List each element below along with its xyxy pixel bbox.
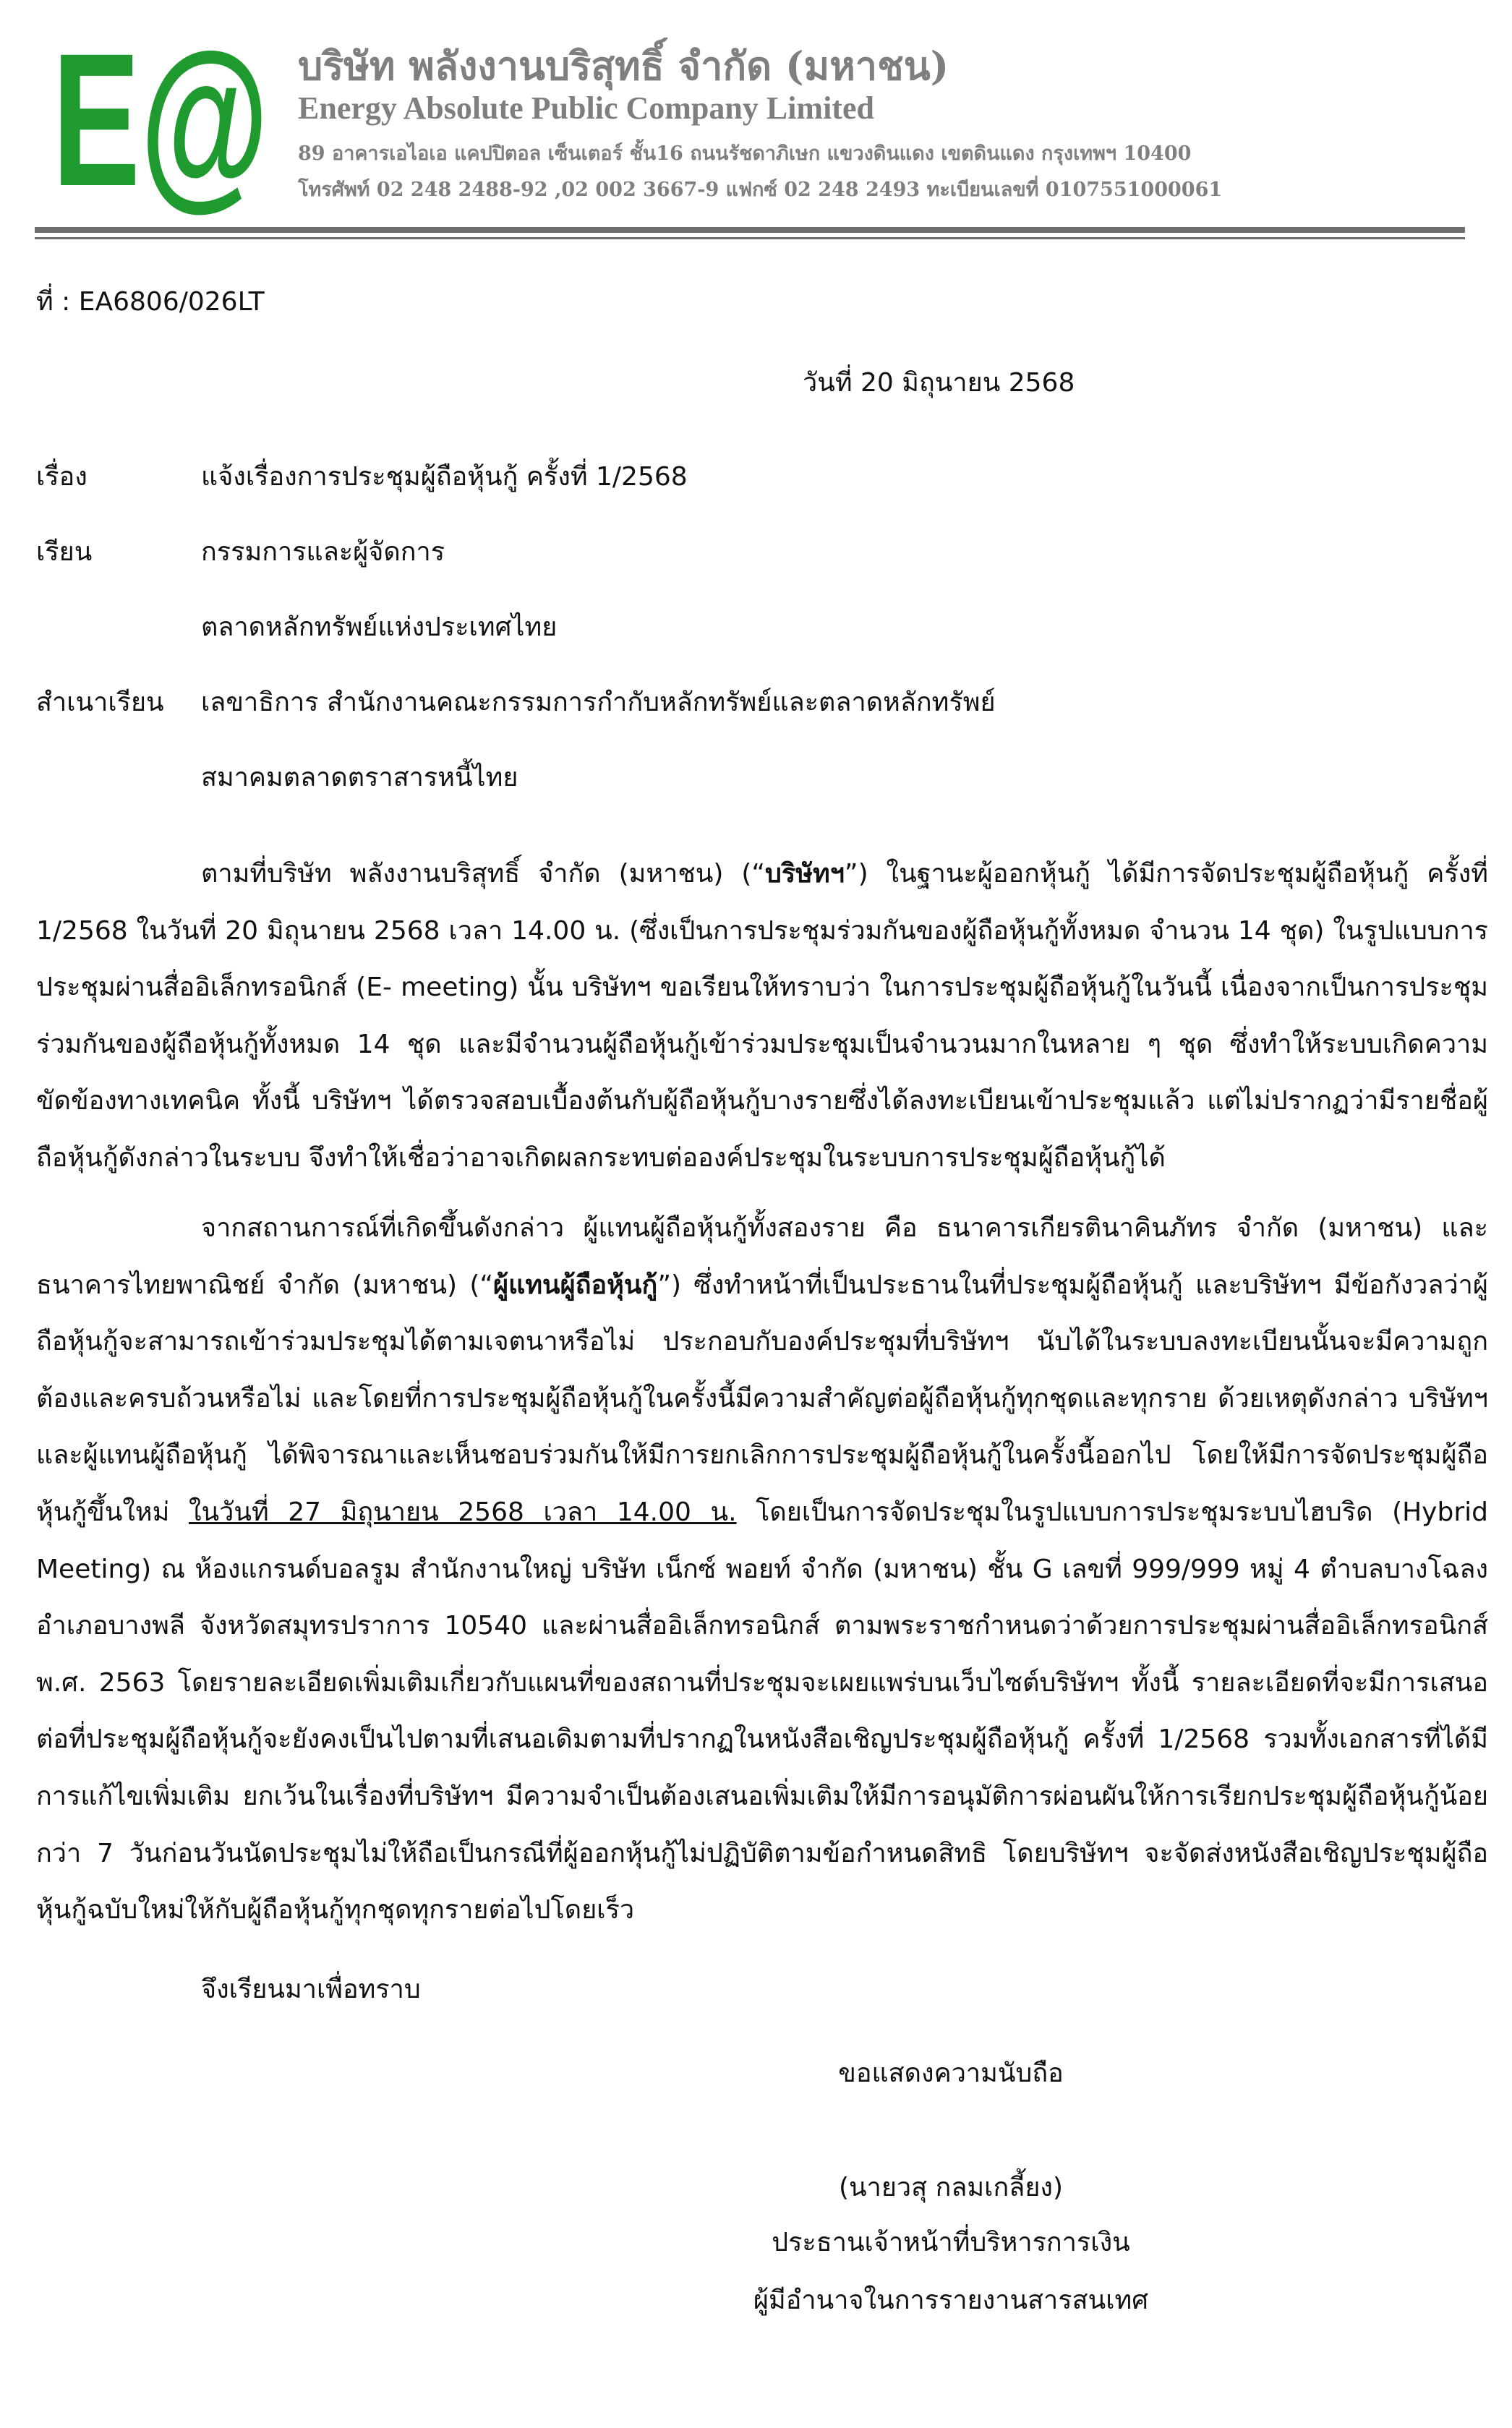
company-contact: โทรศัพท์ 02 248 2488-92 ,02 002 3667-9 แฟกซ์ 02 248 2493 ทะเบียนเลขที่ 0107551000061 [298,179,1223,201]
cc-line-2: สมาคมตลาดตราสารหนี้ไทย [201,763,518,792]
company-logo [52,14,269,226]
para2-text-c: ”) ซึ่งทำหน้าที่เป็นประธานในที่ประชุมผู้ถือหุ้นกู้ และบริษัทฯ มีข้อกังวลว่าผู้ถือหุ้นกู้จะสามารถเข้าร่วมประชุมได้ตามเจตนาหรือไม่ ประกอบกับองค์ประชุมที่บริษัทฯ นับได้ในระบบลงทะเบียนนั้นจะมีความถูกต้องและครบถ้วนหรือไม่ และโดยที่การประชุมผู้ถือหุ้นกู้ในครั้งนี้มีความสำคัญต่อผู้ถือหุ้นกู้ทุกชุดและทุกราย ด้วยเหตุดังกล่าว บริษัทฯ และผู้แทนผู้ถือหุ้นกู้ ได้พิจารณาและเห็นชอบร่วมกันให้มีการยกเลิกการประชุมผู้ถือหุ้นกู้ในครั้งนี้ออกไป โดยให้มีการจัดประชุมผู้ถือหุ้นกู้ขึ้นใหม่ [36,1270,1488,1527]
para2-text-e: โดยเป็นการจัดประชุมในรูปแบบการประชุมระบบไฮบริด (Hybrid Meeting) ณ ห้องแกรนด์บอลรูม สำนักงานใหญ่ บริษัท เน็กซ์ พอยท์ จำกัด (มหาชน) ชั้น G เลขที่ 999/999 หมู่ 4 ตำบลบางโฉลง อำเภอบางพลี จังหวัดสมุทรปราการ 10540 และผ่านสื่ออิเล็กทรอนิกส์ ตามพระราชกำหนดว่าด้วยการประชุมผ่านสื่ออิเล็กทรอนิกส์ พ.ศ. 2563 โดยรายละเอียดเพิ่มเติมเกี่ยวกับแผนที่ของสถานที่ประชุมจะเผยแพร่บนเว็บไซต์บริษัทฯ ทั้งนี้ รายละเอียดที่จะมีการเสนอต่อที่ประชุมผู้ถือหุ้นกู้จะยังคงเป็นไปตามที่เสนอเดิมตามที่ปรากฏในหนังสือเชิญประชุมผู้ถือหุ้นกู้ ครั้งที่ 1/2568 รวมทั้งเอกสารที่ได้มีการแก้ไขเพิ่มเติม ยกเว้นในเรื่องที่บริษัทฯ มีความจำเป็นต้องเสนอเพิ่มเติมให้มีการอนุมัติการผ่อนผันให้การเรียกประชุมผู้ถือหุ้นกู้น้อยกว่า 7 วันก่อนวันนัดประชุมไม่ให้ถือเป็นกรณีที่ผู้ออกหุ้นกู้ไม่ปฏิบัติตามข้อกำหนดสิทธิ โดยบริษัทฯ จะจัดส่งหนังสือเชิญประชุมผู้ถือหุ้นกู้ฉบับใหม่ให้กับผู้ถือหุ้นกู้ทุกชุดทุกรายต่อไปโดยเร็ว [36,1497,1488,1925]
para2-new-meeting-date: ในวันที่ 27 มิถุนายน 2568 เวลา 14.00 น. [188,1497,737,1527]
to-line-2: ตลาดหลักทรัพย์แห่งประเทศไทย [201,612,558,642]
header-divider-thin [35,237,1465,239]
signer-title-2: ผู้มีอำนาจในการรายงานสารสนเทศ [753,2286,1149,2315]
company-address: 89 อาคารเอไอเอ แคปปิตอล เซ็นเตอร์ ชั้น16 ถนนรัชดาภิเษก แขวงดินแดง เขตดินแดง กรุงเทพฯ 10400 [298,142,1192,165]
regards: ขอแสดงความนับถือ [838,2059,1064,2088]
para1-defined-term: บริษัทฯ [765,859,845,889]
to-label: เรียน [36,537,93,567]
subject-text: แจ้งเรื่องการประชุมผู้ถือหุ้นกู้ ครั้งที่ 1/2568 [201,462,688,492]
to-line-1: กรรมการและผู้จัดการ [201,537,445,567]
para1-text-c: ”) ในฐานะผู้ออกหุ้นกู้ ได้มีการจัดประชุมผู้ถือหุ้นกู้ ครั้งที่ 1/2568 ในวันที่ 20 มิถุนายน 2568 เวลา 14.00 น. (ซึ่งเป็นการประชุมร่วมกันของผู้ถือหุ้นกู้ทั้งหมด จำนวน 14 ชุด) ในรูปแบบการประชุมผ่านสื่ออิเล็กทรอนิกส์ (E- meeting) นั้น บริษัทฯ ขอเรียนให้ทราบว่า ในการประชุมผู้ถือหุ้นกู้ในวันนี้ เนื่องจากเป็นการประชุมร่วมกันของผู้ถือหุ้นกู้ทั้งหมด 14 ชุด และมีจำนวนผู้ถือหุ้นกู้เข้าร่วมประชุมเป็นจำนวนมากในหลาย ๆ ชุด ซึ่งทำให้ระบบเกิดความขัดข้องทางเทคนิค ทั้งนี้ บริษัทฯ ได้ตรวจสอบเบื้องต้นกับผู้ถือหุ้นกู้บางรายซึ่งได้ลงทะเบียนเข้าประชุมแล้ว แต่ไม่ปรากฏว่ามีรายชื่อผู้ถือหุ้นกู้ดังกล่าวในระบบ จึงทำให้เชื่อว่าอาจเกิดผลกระทบต่อองค์ประชุมในระบบการประชุมผู้ถือหุ้นกู้ได้ [36,859,1488,1173]
logo-text: E@ [52,14,269,226]
company-name-thai: บริษัท พลังงานบริสุทธิ์ จำกัด (มหาชน) [298,43,949,89]
cc-line-1: เลขาธิการ สำนักงานคณะกรรมการกำกับหลักทรัพย์และตลาดหลักทรัพย์ [201,688,996,717]
para2-text-a: จากสถานการณ์ที่เกิดขึ้นดังกล่าว ผู้แทนผู้ถือหุ้นกู้ทั้งสองราย คือ ธนาคารเกียรตินาคินภัทร จำกัด (มหาชน) และธนาคารไทยพาณิชย์ จำกัด (มหาชน) (“ [36,1213,1488,1300]
subject-label: เรื่อง [36,462,87,492]
company-name-english: Energy Absolute Public Company Limited [298,90,874,126]
body-paragraph-1 [36,846,1488,1187]
header-divider [35,227,1465,233]
closing-line: จึงเรียนมาเพื่อทราบ [201,1975,421,2004]
para1-text-a: ตามที่บริษัท พลังงานบริสุทธิ์ จำกัด (มหาชน) (“ [201,859,766,889]
signer-title-1: ประธานเจ้าหน้าที่บริหารการเงิน [772,2228,1130,2257]
body-paragraph-2 [36,1200,1488,1939]
reference-number: ที่ : EA6806/026LT [36,287,265,317]
para2-defined-term: ผู้แทนผู้ถือหุ้นกู้ [493,1270,658,1300]
cc-label: สำเนาเรียน [36,688,164,717]
letter-date: วันที่ 20 มิถุนายน 2568 [803,368,1075,398]
signer-name: (นายวสุ กลมเกลี้ยง) [838,2173,1064,2202]
